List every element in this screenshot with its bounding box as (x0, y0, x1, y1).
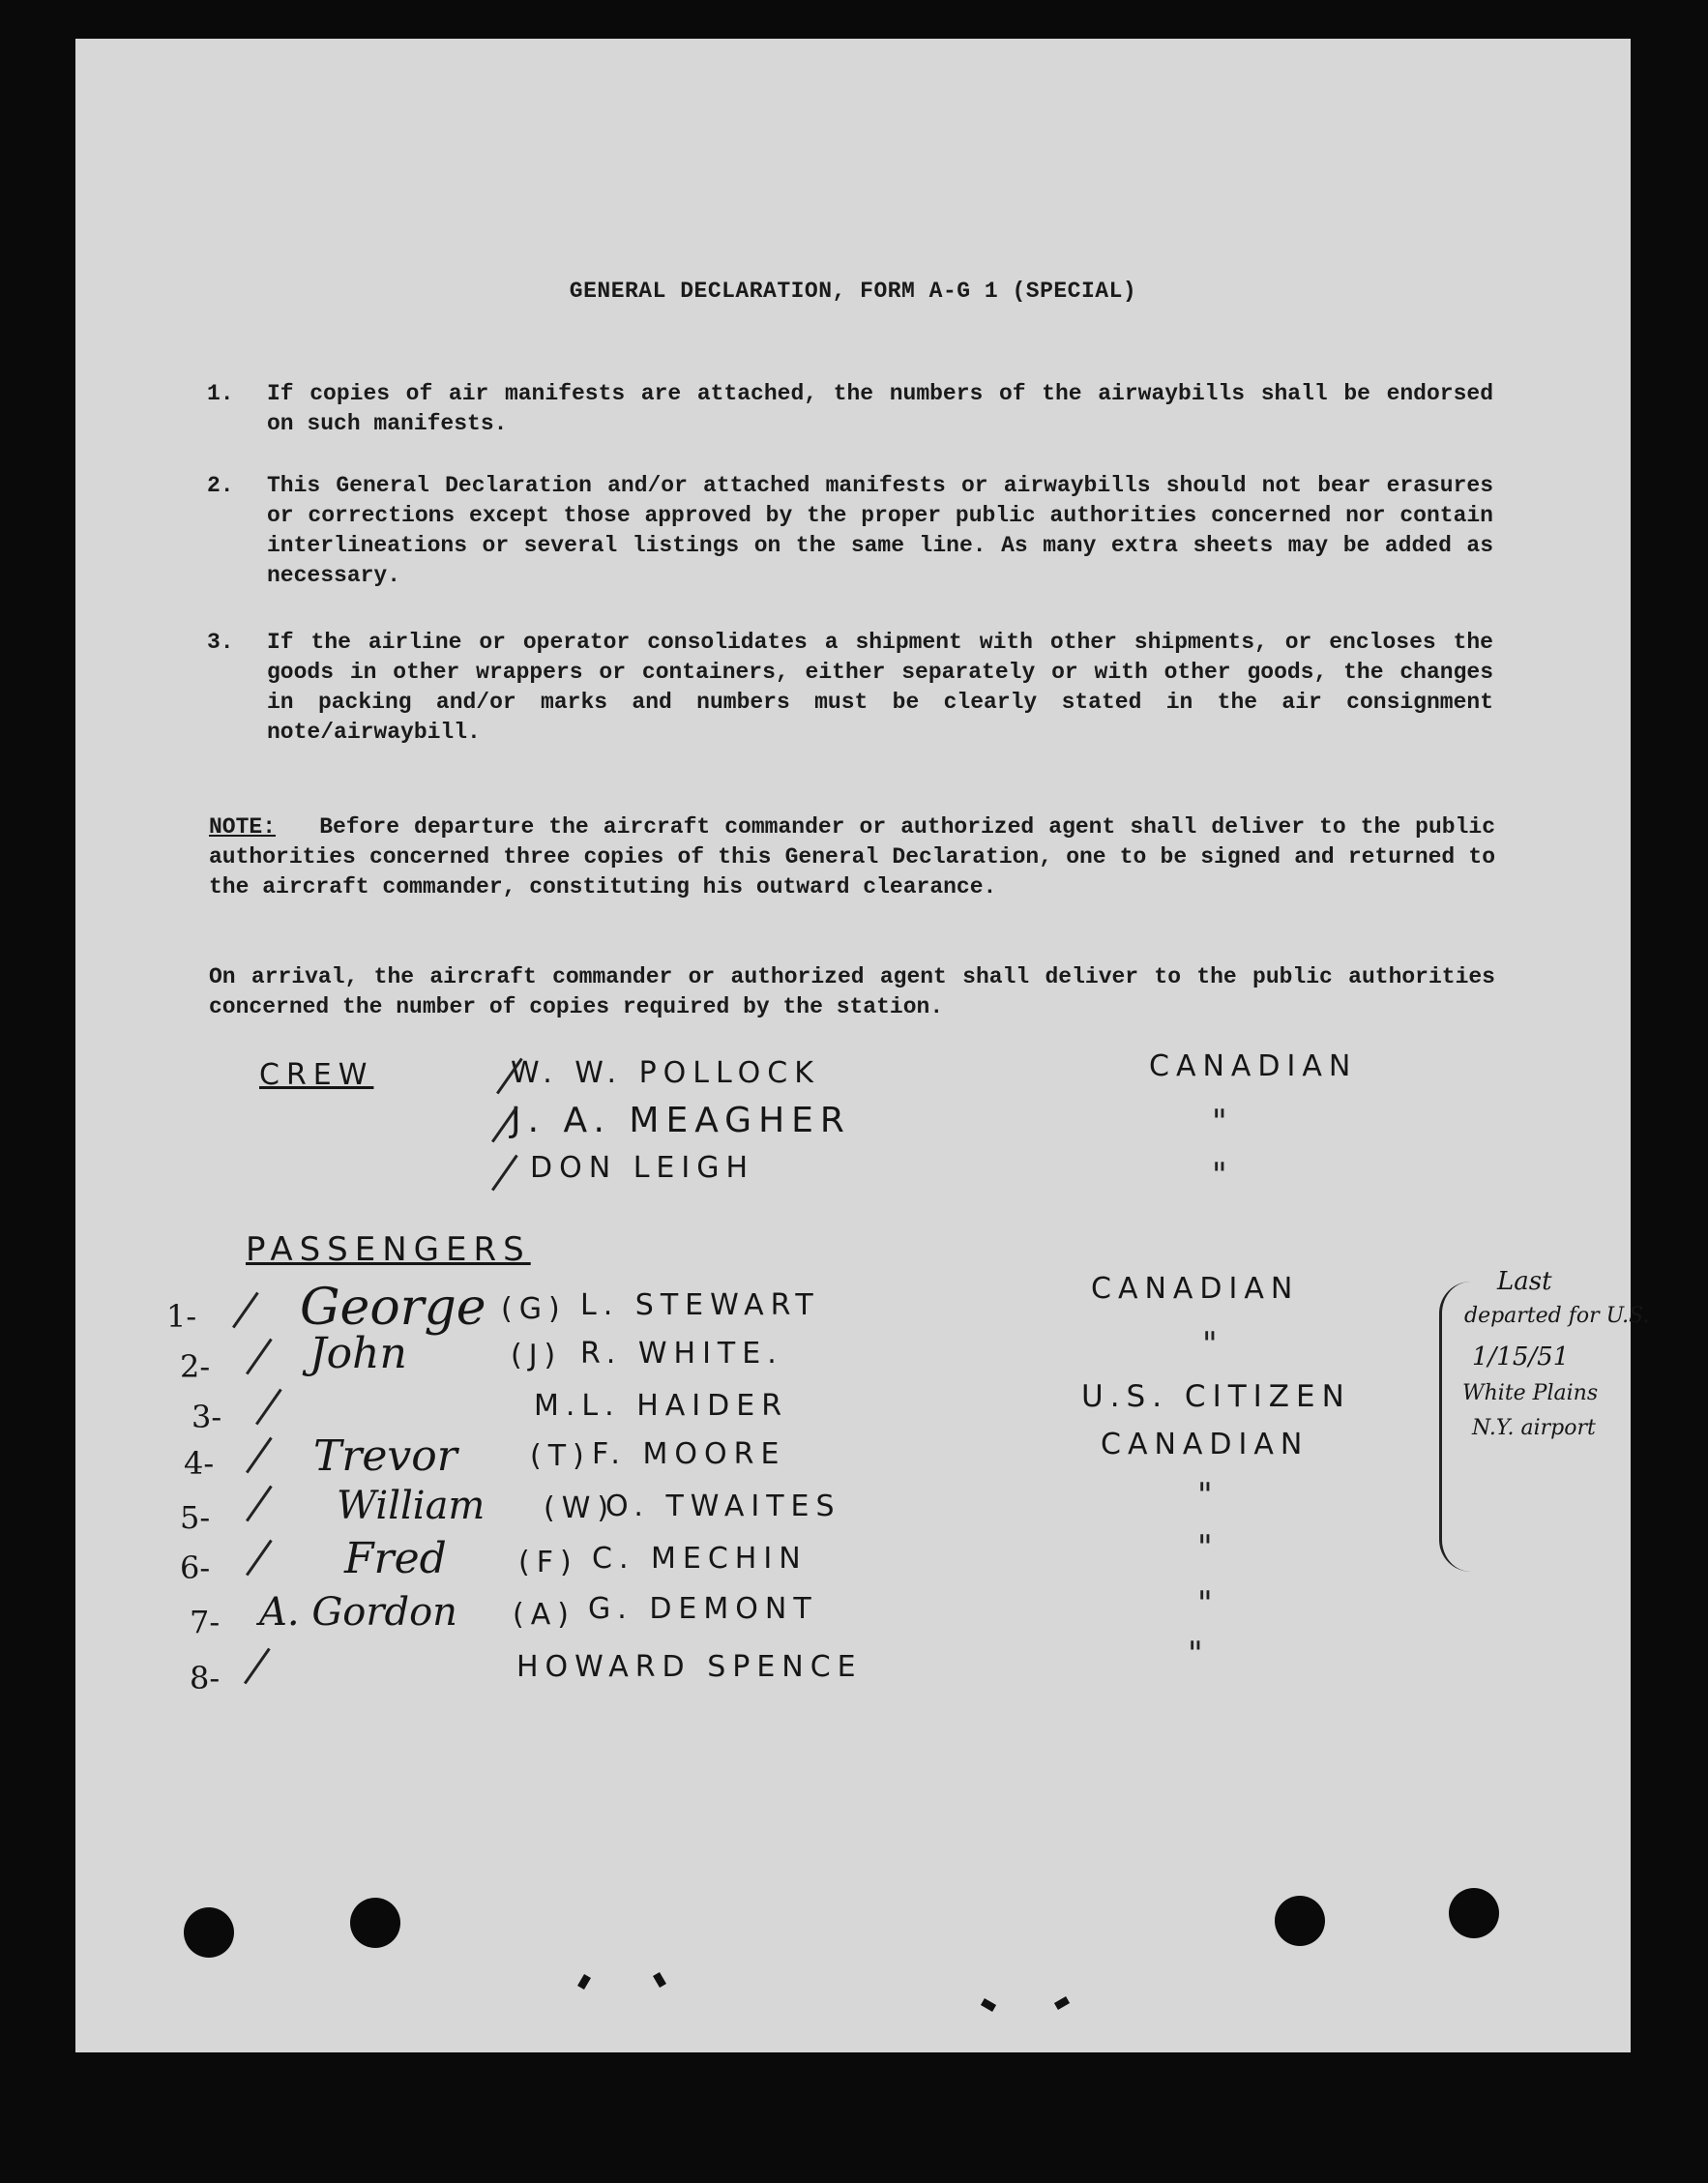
passenger-given-name: William (337, 1484, 486, 1528)
punch-hole (1275, 1896, 1325, 1946)
passenger-number: 4- (184, 1445, 215, 1482)
passenger-nationality: CANADIAN (1091, 1272, 1300, 1306)
passengers-heading: PASSENGERS (246, 1230, 531, 1269)
passenger-initial: (A) (513, 1598, 575, 1632)
speck-mark (577, 1974, 591, 1990)
arrival-paragraph: On arrival, the aircraft commander or authorized agent shall deliver to the public authorities concerned the number of copies required by the station. (209, 964, 1495, 1019)
instruction-number: 1. (207, 381, 234, 406)
speck-mark (653, 1972, 666, 1988)
passenger-nationality: " (1197, 1584, 1213, 1623)
instruction-text: This General Declaration and/or attached manifests or airwaybills should not bear erasures or corrections except those approved by the proper public authorities concerned nor contain interlineations or several listings on the same line. As many extra sheets may be added as necessary. (267, 473, 1493, 588)
check-mark-icon (246, 1437, 293, 1489)
margin-note (1439, 1267, 1708, 1577)
passenger-nationality: U.S. CITIZEN (1081, 1379, 1351, 1414)
instruction-text: If the airline or operator consolidates a shipment with other shipments, or encloses the goods in other wrappers or containers, either separately or with other goods, the changes in packing and/or marks and numbers must be clearly stated in the air consignment note/airwaybill. (267, 630, 1493, 745)
speck-mark (981, 1998, 996, 2012)
passenger-nationality: " (1197, 1528, 1213, 1567)
passenger-nationality: " (1197, 1476, 1213, 1515)
instruction-number: 3. (207, 630, 234, 655)
passenger-given-name: John (309, 1329, 407, 1378)
check-mark-icon (246, 1339, 293, 1390)
crew-member-nationality: " (1212, 1156, 1227, 1195)
margin-note-line: N.Y. airport (1472, 1416, 1596, 1440)
passenger-number: 5- (180, 1499, 211, 1536)
passenger-given-name: Fred (344, 1534, 447, 1583)
note-label: NOTE: (209, 814, 277, 840)
passenger-initial: (T) (530, 1439, 591, 1473)
passenger-number: 3- (191, 1399, 222, 1435)
check-mark-icon (244, 1648, 291, 1699)
passenger-surname: M.L. HAIDER (534, 1389, 789, 1423)
punch-hole (184, 1907, 234, 1958)
passenger-number: 7- (190, 1604, 221, 1640)
passenger-initial: (G) (501, 1292, 567, 1326)
speck-mark (1054, 1996, 1070, 2010)
passenger-given-name: A. Gordon (259, 1590, 457, 1635)
passenger-given-name: Trevor (313, 1431, 457, 1481)
passenger-surname: HOWARD SPENCE (516, 1650, 863, 1684)
passenger-surname: O. TWAITES (605, 1490, 841, 1523)
crew-member-nationality: CANADIAN (1149, 1049, 1358, 1083)
check-mark-icon (246, 1486, 293, 1537)
crew-member-name: DON LEIGH (530, 1151, 755, 1185)
margin-note-line: White Plains (1462, 1381, 1599, 1405)
document-page (75, 39, 1650, 2052)
passenger-nationality: " (1202, 1325, 1218, 1364)
margin-note-line: 1/15/51 (1472, 1342, 1570, 1372)
instruction-number: 2. (207, 473, 234, 498)
passenger-surname: R. WHITE. (580, 1337, 783, 1371)
passenger-number: 8- (190, 1660, 221, 1696)
check-mark-icon (255, 1389, 303, 1440)
check-mark-icon (246, 1540, 293, 1591)
passenger-given-name: George (300, 1279, 486, 1337)
passenger-number: 2- (180, 1348, 211, 1385)
passenger-number: 1- (166, 1298, 197, 1335)
passenger-surname: L. STEWART (580, 1288, 820, 1322)
crew-member-name: W. W. POLLOCK (511, 1056, 820, 1090)
crew-member-nationality: " (1212, 1103, 1227, 1141)
passenger-nationality: CANADIAN (1101, 1428, 1310, 1461)
note-paragraph (209, 812, 1495, 902)
instruction-text: If copies of air manifests are attached, the numbers of the airwaybills shall be endorsed on such manifests. (267, 381, 1493, 436)
passenger-initial: (F) (518, 1546, 578, 1579)
punch-hole (350, 1898, 400, 1948)
crew-heading: CREW (259, 1058, 374, 1092)
passenger-nationality: " (1188, 1635, 1203, 1673)
margin-note-line: Last (1497, 1267, 1552, 1296)
passenger-initial: (W) (544, 1491, 616, 1525)
crew-member-name: J. A. MEAGHER (511, 1101, 851, 1140)
check-mark-icon (232, 1292, 280, 1343)
note-text: Before departure the aircraft commander or authorized agent shall deliver to the public authorities concerned three copies of this General Declaration, one to be signed and returned to the aircraft commander, constituting his outward clearance. (209, 814, 1495, 900)
form-title: GENERAL DECLARATION, FORM A-G 1 (SPECIAL) (569, 279, 1137, 304)
passenger-surname: C. MECHIN (592, 1542, 808, 1576)
margin-note-line: departed for U.S. (1464, 1304, 1650, 1328)
passenger-surname: G. DEMONT (588, 1592, 818, 1626)
punch-hole (1449, 1888, 1499, 1938)
passenger-initial: (J) (511, 1339, 563, 1372)
passenger-surname: F. MOORE (592, 1437, 786, 1471)
passenger-number: 6- (180, 1549, 211, 1586)
